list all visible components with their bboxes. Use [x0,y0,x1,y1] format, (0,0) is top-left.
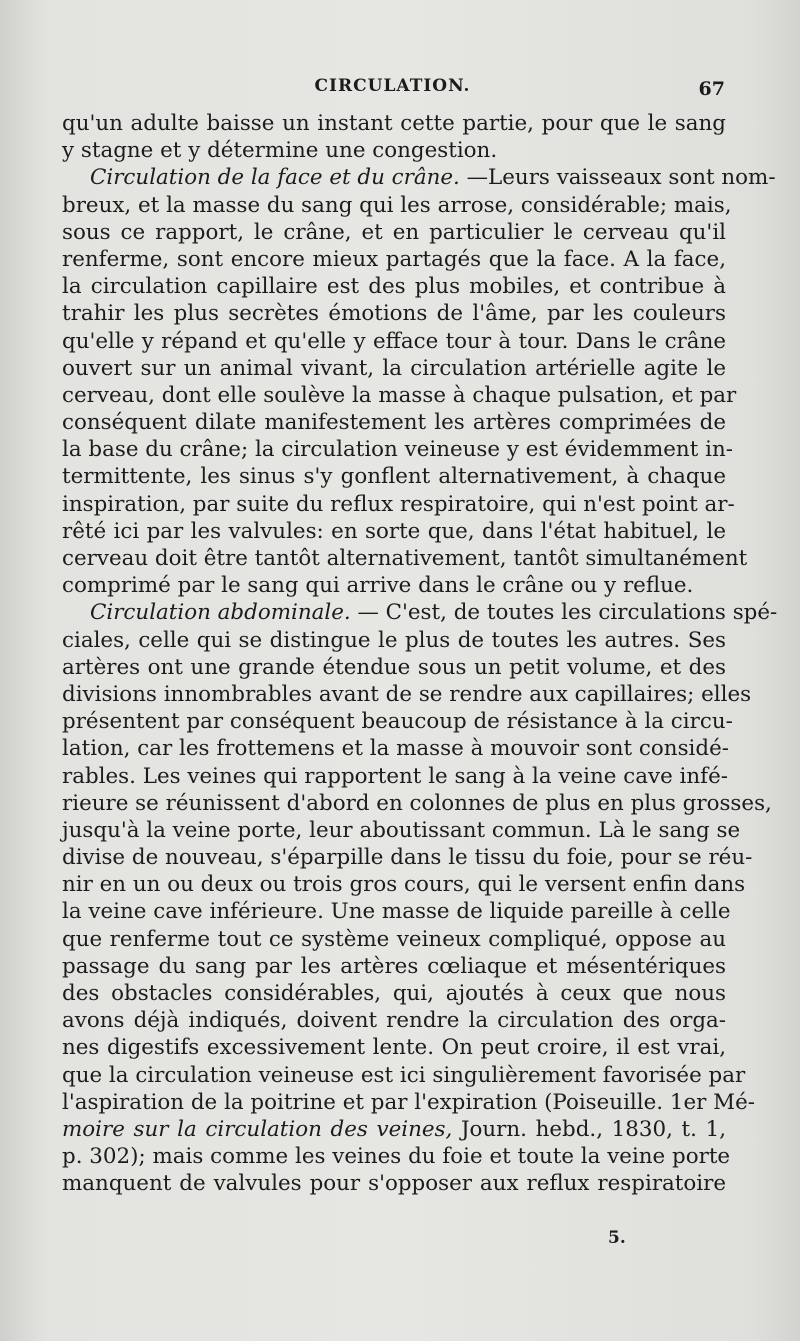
text-line [62,599,778,626]
text-line [62,192,732,219]
line-text: cerveau doit être tantôt alternativement, tantôt simultanément [62,546,748,571]
text-line [62,926,726,953]
line-text: rêté ici par les valvules: en sorte que, dans l'état habituel, le [62,518,726,544]
line-text: rieure se réunissent d'abord en colonnes de plus en plus grosses, [62,790,772,816]
line-text: lation, car les frottemens et la masse à mouvoir sont considé- [62,736,729,762]
line-text: nes digestifs excessivement lente. On peut croire, il est vrai, [62,1035,726,1061]
line-text: la veine cave inférieure. Une masse de liquide pareille à celle [62,899,731,925]
line-text: Journ. hebd., 1830, t. 1, [452,1116,726,1142]
text-line [62,1034,726,1061]
line-text: artères ont une grande étendue sous un petit volume, et des [62,654,726,680]
line-text: conséquent dilate manifestement les artères comprimées de [62,410,726,436]
text-line [62,1007,726,1034]
line-text: y stagne et y détermine une congestion. [62,138,498,164]
line-text: —Leurs vaisseaux sont nom- [459,165,776,191]
text-line [62,273,726,300]
text-line [62,898,731,925]
text-line [62,1170,726,1197]
line-text: des obstacles considérables, qui, ajoutés à ceux que nous [62,981,726,1006]
line-text: la base du crâne; la circulation veineuse y est évidemment in- [62,437,733,463]
text-line [62,817,741,844]
text-line [62,844,753,871]
text-line [62,164,776,191]
line-text: que renferme tout ce système veineux compliqué, oppose au [62,926,726,952]
text-line [62,246,726,273]
page-number: 67 [698,78,725,100]
line-text: avons déjà indiqués, doivent rendre la circulation des orga- [62,1008,726,1034]
running-title: CIRCULATION. [314,76,471,96]
text-line [62,382,737,409]
text-line [62,463,726,490]
italic-heading: Circulation abdominale. [90,600,351,626]
line-text: l'aspiration de la poitrine et par l'expiration (Poiseuille. 1er Mé- [62,1089,755,1115]
text-line [62,518,726,545]
body-text [62,110,778,1198]
text-line [62,137,726,164]
text-line [62,980,726,1007]
line-text: trahir les plus secrètes émotions de l'âme, par les couleurs [62,301,726,327]
line-text: p. 302); mais comme les veines du foie et toute la veine porte [62,1144,731,1170]
line-text: jusqu'à la veine porte, leur aboutissant commun. Là le sang se [62,817,741,843]
line-text: comprimé par le sang qui arrive dans le crâne ou y reflue. [62,573,694,599]
line-text: inspiration, par suite du reflux respiratoire, qui n'est point ar- [62,491,735,517]
italic-heading: moire sur la circulation des veines, [62,1116,453,1142]
line-text: qu'un adulte baisse un instant cette partie, pour que le sang [62,111,726,136]
text-line [62,681,752,708]
text-line [62,572,726,599]
text-line [62,627,726,654]
line-text: renferme, sont encore mieux partagés que la face. A la face, [62,246,726,272]
text-line [62,763,726,790]
line-text: divisions innombrables avant de se rendre aux capillaires; elles [62,681,752,707]
text-line [62,654,726,681]
line-text: termittente, les sinus s'y gonflent alternativement, à chaque [62,464,726,490]
line-text: présentent par conséquent beaucoup de résistance à la circu- [62,709,733,735]
text-line [62,953,726,980]
signature-mark: 5. [608,1228,626,1248]
line-text: qu'elle y répand et qu'elle y efface tour à tour. Dans le crâne [62,328,726,354]
line-text: rables. Les veines qui rapportent le sang à la veine cave infé- [62,763,728,789]
line-text: ciales, celle qui se distingue le plus de toutes les autres. Ses [62,627,726,653]
text-line [62,300,726,327]
text-line [62,355,726,382]
line-text: ouvert sur un animal vivant, la circulation artérielle agite le [62,355,726,381]
line-text: passage du sang par les artères cœliaque et mésentériques [62,953,726,979]
text-line [62,735,729,762]
text-line [62,436,733,463]
line-text: — C'est, de toutes les circulations spé- [350,600,778,626]
text-line [62,1062,746,1089]
text-line [62,110,726,137]
text-line [62,708,733,735]
line-text: divise de nouveau, s'éparpille dans le tissu du foie, pour se réu- [62,845,753,871]
text-line [62,1089,755,1116]
line-text: sous ce rapport, le crâne, et en particulier le cerveau qu'il [62,219,726,245]
running-head [60,76,725,102]
text-line [62,491,735,518]
text-line [62,871,746,898]
text-line [62,328,726,355]
line-text: breux, et la masse du sang qui les arrose, considérable; mais, [62,192,732,218]
italic-heading: Circulation de la face et du crâne. [90,165,460,191]
text-line [62,409,726,436]
line-text: la circulation capillaire est des plus mobiles, et contribue à [62,274,726,300]
line-text: nir en un ou deux ou trois gros cours, qui le versent enfin dans [62,872,746,898]
text-line [62,545,748,572]
text-line [62,790,772,817]
text-line [62,1116,726,1143]
line-text: cerveau, dont elle soulève la masse à chaque pulsation, et par [62,382,737,408]
line-text: que la circulation veineuse est ici singulièrement favorisée par [62,1062,746,1088]
text-line [62,219,726,246]
text-line [62,1143,731,1170]
line-text: manquent de valvules pour s'opposer aux reflux respiratoire [62,1171,726,1197]
